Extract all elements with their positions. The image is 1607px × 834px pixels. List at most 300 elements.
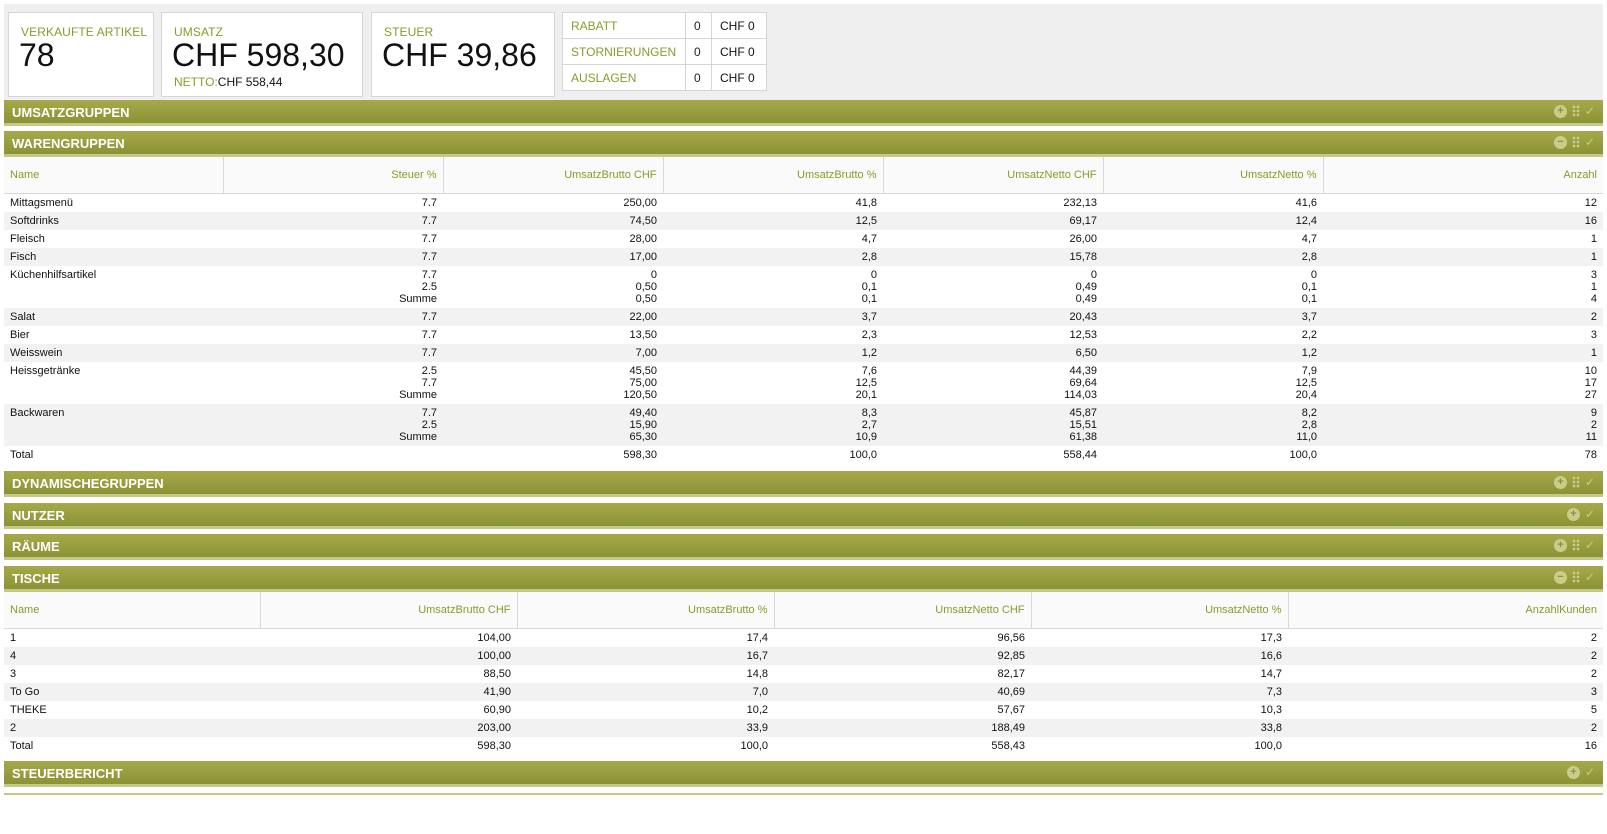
table-cell: [663, 248, 883, 266]
table-cell: [223, 248, 443, 266]
column-header-line: Anzahl: [1563, 168, 1597, 181]
stat-label: STEUER: [384, 25, 434, 39]
cell-value: 3: [1590, 328, 1597, 341]
table-cell: [1323, 212, 1603, 230]
table-cell: [223, 362, 443, 404]
stat-netto: [174, 75, 282, 89]
table-cell: [517, 647, 774, 665]
check-icon[interactable]: ✓: [1584, 475, 1595, 489]
table-cell: [443, 230, 663, 248]
cell-value: 4: [10, 649, 17, 662]
table-cell: [1323, 248, 1603, 266]
table-cell: [1288, 683, 1603, 701]
cell-value: 2,8: [861, 250, 877, 263]
drag-handle-icon[interactable]: [1572, 539, 1580, 551]
table-cell: [1323, 326, 1603, 344]
table-row: [4, 404, 1603, 446]
table-cell: [223, 446, 443, 464]
cell-value: 10,9: [855, 430, 877, 443]
cell-value: 2: [1590, 631, 1597, 644]
mini-amount: CHF 0: [712, 13, 767, 39]
tische-table: [4, 592, 1603, 755]
table-row: [4, 230, 1603, 248]
cell-value: 6,50: [1075, 346, 1097, 359]
table-cell: [517, 683, 774, 701]
table-cell: [1103, 404, 1323, 446]
cell-value: 14,7: [1260, 667, 1282, 680]
table-cell: [663, 230, 883, 248]
table-cell: [443, 446, 663, 464]
table-row: [4, 647, 1603, 665]
cell-value: Fleisch: [10, 232, 45, 245]
cell-value: 57,67: [997, 703, 1025, 716]
row-name-cell: [4, 404, 223, 446]
table-cell: [663, 308, 883, 326]
table-cell: [1031, 647, 1288, 665]
table-cell: [443, 248, 663, 266]
cell-value: 11,0: [1296, 430, 1317, 443]
collapse-icon[interactable]: −: [1554, 571, 1567, 584]
table-cell: [883, 248, 1103, 266]
table-cell: [663, 212, 883, 230]
stat-verkaufte-artikel: [8, 12, 154, 97]
cell-value: 114,03: [1064, 388, 1097, 401]
column-header-line: Anzahl: [1525, 603, 1560, 616]
mini-row-auslagen: [563, 65, 767, 91]
cell-value: 2: [1590, 310, 1597, 323]
table-cell: [223, 266, 443, 308]
table-cell: [260, 628, 517, 647]
cell-value: Softdrinks: [10, 214, 59, 227]
add-icon[interactable]: +: [1554, 539, 1567, 552]
mini-count: 0: [686, 13, 712, 39]
cell-value: 1: [1590, 232, 1597, 245]
table-cell: [223, 326, 443, 344]
column-header-line: Umsatz: [1205, 603, 1243, 616]
cell-value: 120,50: [623, 388, 657, 401]
cell-value: 45,50: [629, 364, 657, 377]
column-header-line: Umsatz: [1240, 168, 1278, 181]
cell-value: 0: [1090, 268, 1097, 281]
cell-value: 12,5: [855, 214, 877, 227]
cell-value: 15,90: [629, 418, 657, 431]
table-cell: [260, 683, 517, 701]
cell-value: Küchenhilfsartikel: [10, 268, 97, 281]
table-cell: [774, 737, 1031, 755]
cell-value: 12: [1584, 196, 1597, 209]
cell-value: 100,0: [1254, 739, 1282, 752]
table-cell: [223, 344, 443, 362]
column-header[interactable]: [443, 157, 663, 193]
column-header[interactable]: [223, 157, 443, 193]
check-icon[interactable]: ✓: [1584, 570, 1595, 584]
cell-value: 41,6: [1295, 196, 1317, 209]
table-cell: [883, 446, 1103, 464]
divider: [4, 793, 1603, 795]
cell-value: 7.7: [421, 346, 437, 359]
mini-amount: CHF 0: [712, 39, 767, 65]
cell-value: 598,30: [477, 739, 511, 752]
cell-value: Total: [10, 448, 34, 461]
cell-value: Backwaren: [10, 406, 65, 419]
cell-value: 1,2: [1301, 346, 1317, 359]
table-cell: [1323, 362, 1603, 404]
collapse-icon[interactable]: −: [1554, 136, 1567, 149]
drag-handle-icon[interactable]: [1572, 476, 1580, 488]
section-dynamischegruppen[interactable]: [4, 471, 1603, 497]
section-umsatzgruppen[interactable]: [4, 100, 1603, 126]
cell-value: 26,00: [1069, 232, 1097, 245]
table-cell: [517, 701, 774, 719]
cell-value: 33,9: [746, 721, 768, 734]
column-header[interactable]: [4, 157, 223, 193]
row-name-cell: [4, 719, 260, 737]
row-name-cell: [4, 683, 260, 701]
cell-value: 2: [1590, 649, 1597, 662]
cell-value: 1: [1590, 250, 1597, 263]
table-cell: [1031, 737, 1288, 755]
cell-value: 0,1: [861, 280, 877, 293]
column-header-line: Umsatz: [797, 168, 835, 181]
cell-value: 7,3: [1266, 685, 1282, 698]
cell-value: Summe: [399, 430, 437, 443]
cell-value: 10,2: [746, 703, 768, 716]
column-header-line: Umsatz: [564, 168, 602, 181]
cell-value: 2: [1590, 667, 1597, 680]
cell-value: 8,2: [1301, 406, 1317, 419]
column-header[interactable]: [663, 157, 883, 193]
cell-value: 82,17: [997, 667, 1025, 680]
column-header-line: Umsatz: [688, 603, 726, 616]
check-icon[interactable]: ✓: [1584, 765, 1595, 779]
table-cell: [260, 701, 517, 719]
table-cell: [260, 665, 517, 683]
table-cell: [663, 266, 883, 308]
cell-value: 0: [870, 268, 877, 281]
cell-value: 41,8: [855, 196, 877, 209]
cell-value: 11: [1585, 430, 1597, 443]
cell-value: 69,64: [1069, 376, 1097, 389]
mini-label: AUSLAGEN: [563, 65, 686, 91]
cell-value: 2.5: [421, 364, 437, 377]
row-name-cell: [4, 701, 260, 719]
column-header[interactable]: [4, 592, 260, 628]
stat-steuer: [371, 12, 555, 97]
cell-value: 10,3: [1260, 703, 1282, 716]
cell-value: 7.7: [421, 376, 437, 389]
cell-value: 232,13: [1063, 196, 1097, 209]
cell-value: THEKE: [10, 703, 47, 716]
table-cell: [1103, 326, 1323, 344]
cell-value: 15,78: [1069, 250, 1097, 263]
table-cell: [1323, 266, 1603, 308]
table-cell: [663, 362, 883, 404]
table-cell: [1288, 647, 1603, 665]
cell-value: Fisch: [10, 250, 37, 263]
cell-value: 2.5: [421, 280, 437, 293]
cell-value: 4: [1590, 292, 1597, 305]
table-row: [4, 446, 1603, 464]
drag-handle-icon[interactable]: [1572, 571, 1580, 583]
table-row: [4, 737, 1603, 755]
cell-value: 44,39: [1069, 364, 1097, 377]
table-cell: [443, 266, 663, 308]
table-cell: [1288, 665, 1603, 683]
table-cell: [1323, 230, 1603, 248]
cell-value: 7.7: [421, 310, 437, 323]
column-header[interactable]: [774, 592, 1031, 628]
cell-value: 12,5: [1295, 376, 1317, 389]
cell-value: 96,56: [997, 631, 1025, 644]
cell-value: 3: [1590, 268, 1597, 281]
add-icon[interactable]: +: [1567, 508, 1580, 521]
table-row: [4, 344, 1603, 362]
table-cell: [774, 683, 1031, 701]
table-cell: [774, 647, 1031, 665]
mini-amount: CHF 0: [712, 65, 767, 91]
cell-value: 100,00: [477, 649, 511, 662]
row-name-cell: [4, 266, 223, 308]
netto-label: NETTO:: [174, 75, 218, 89]
cell-value: 3,7: [1301, 310, 1317, 323]
cell-value: 12,5: [855, 376, 877, 389]
cell-value: Mittagsmenü: [10, 196, 73, 209]
cell-value: 17: [1584, 376, 1597, 389]
row-name-cell: [4, 665, 260, 683]
cell-value: 2,8: [1301, 250, 1317, 263]
column-header-line: Netto %: [1277, 168, 1317, 181]
section-tische[interactable]: [4, 566, 1603, 592]
column-header-line: Umsatz: [935, 603, 973, 616]
column-header[interactable]: [1103, 157, 1323, 193]
table-cell: [1288, 701, 1603, 719]
table-cell: [883, 193, 1103, 212]
table-row: [4, 308, 1603, 326]
cell-value: 1: [1590, 346, 1597, 359]
cell-value: Summe: [399, 292, 437, 305]
stat-label: VERKAUFTE ARTIKEL: [21, 25, 148, 39]
table-cell: [443, 404, 663, 446]
cell-value: 41,90: [483, 685, 511, 698]
cell-value: 7.7: [421, 406, 437, 419]
cell-value: 0,50: [635, 280, 657, 293]
table-cell: [223, 212, 443, 230]
drag-handle-icon[interactable]: [1572, 105, 1580, 117]
column-header-line: Brutto %: [834, 168, 877, 181]
column-header-line: Netto CHF: [1044, 168, 1097, 181]
section-raeume[interactable]: [4, 534, 1603, 560]
table-row: [4, 266, 1603, 308]
table-cell: [1103, 344, 1323, 362]
mini-count: 0: [686, 65, 712, 91]
warengruppen-table: [4, 157, 1603, 464]
column-header[interactable]: [1031, 592, 1288, 628]
cell-value: 100,0: [849, 448, 877, 461]
cell-value: 61,38: [1069, 430, 1097, 443]
cell-value: 12,53: [1069, 328, 1097, 341]
drag-handle-icon[interactable]: [1572, 136, 1580, 148]
row-name-cell: [4, 230, 223, 248]
cell-value: 65,30: [629, 430, 657, 443]
cell-value: 10: [1584, 364, 1597, 377]
check-icon[interactable]: ✓: [1584, 507, 1595, 521]
row-name-cell: [4, 737, 260, 755]
cell-value: 2: [10, 721, 17, 734]
table-cell: [1323, 344, 1603, 362]
table-cell: [443, 344, 663, 362]
check-icon[interactable]: ✓: [1584, 538, 1595, 552]
check-icon[interactable]: ✓: [1584, 104, 1595, 118]
table-cell: [883, 230, 1103, 248]
table-cell: [1103, 446, 1323, 464]
cell-value: 250,00: [623, 196, 657, 209]
table-cell: [663, 193, 883, 212]
table-cell: [1288, 628, 1603, 647]
cell-value: 69,17: [1069, 214, 1097, 227]
table-cell: [1323, 193, 1603, 212]
column-header-line: Brutto CHF: [455, 603, 511, 616]
table-cell: [1323, 446, 1603, 464]
cell-value: 20,4: [1295, 388, 1317, 401]
cell-value: 20,43: [1069, 310, 1097, 323]
section-nutzer[interactable]: [4, 503, 1603, 529]
add-icon[interactable]: +: [1554, 105, 1567, 118]
row-name-cell: [4, 248, 223, 266]
cell-value: 7.7: [421, 232, 437, 245]
cell-value: 17,00: [629, 250, 657, 263]
table-cell: [517, 665, 774, 683]
section-warengruppen[interactable]: [4, 131, 1603, 157]
cell-value: 14,8: [746, 667, 768, 680]
cell-value: 7.7: [421, 268, 437, 281]
table-cell: [883, 404, 1103, 446]
add-icon[interactable]: +: [1567, 766, 1580, 779]
cell-value: 0,49: [1075, 292, 1097, 305]
column-header[interactable]: [883, 157, 1103, 193]
row-name-cell: [4, 308, 223, 326]
table-cell: [663, 404, 883, 446]
mini-row-stornierungen: [563, 39, 767, 65]
column-header-line: Netto %: [1242, 603, 1282, 616]
table-cell: [1031, 683, 1288, 701]
cell-value: 100,0: [1289, 448, 1317, 461]
cell-value: 598,30: [623, 448, 657, 461]
cell-value: 16: [1584, 214, 1597, 227]
table-row: [4, 719, 1603, 737]
mini-row-rabatt: [563, 13, 767, 39]
cell-value: 100,0: [740, 739, 768, 752]
column-header[interactable]: [1323, 157, 1603, 193]
cell-value: 4,7: [1301, 232, 1317, 245]
column-header-line: Name: [10, 168, 40, 181]
cell-value: 17,4: [746, 631, 768, 644]
table-cell: [517, 628, 774, 647]
column-header-line: Brutto CHF: [601, 168, 657, 181]
stat-label: UMSATZ: [174, 25, 224, 39]
row-name-cell: [4, 212, 223, 230]
cell-value: 104,00: [477, 631, 511, 644]
table-cell: [1031, 665, 1288, 683]
table-row: [4, 683, 1603, 701]
cell-value: 558,43: [991, 739, 1025, 752]
cell-value: 75,00: [629, 376, 657, 389]
cell-value: 7.7: [421, 214, 437, 227]
cell-value: 7,0: [752, 685, 768, 698]
cell-value: 3,7: [861, 310, 877, 323]
table-cell: [774, 628, 1031, 647]
cell-value: 1: [1590, 280, 1597, 293]
cell-value: 558,44: [1063, 448, 1097, 461]
cell-value: 1,2: [861, 346, 877, 359]
cell-value: 16: [1584, 739, 1597, 752]
row-name-cell: [4, 362, 223, 404]
section-title: UMSATZGRUPPEN: [12, 105, 130, 120]
table-cell: [1103, 193, 1323, 212]
table-row: [4, 665, 1603, 683]
table-cell: [443, 212, 663, 230]
cell-value: 7,6: [861, 364, 877, 377]
cell-value: Salat: [10, 310, 36, 323]
table-row: [4, 326, 1603, 344]
cell-value: 27: [1584, 388, 1597, 401]
table-cell: [443, 308, 663, 326]
cell-value: 9: [1590, 406, 1597, 419]
summary-mini-table: [562, 12, 767, 91]
section-title: NUTZER: [12, 508, 65, 523]
table-cell: [443, 193, 663, 212]
section-title: RÄUME: [12, 539, 60, 554]
row-name-cell: [4, 344, 223, 362]
cell-value: 49,40: [629, 406, 657, 419]
cell-value: 0,1: [1301, 280, 1317, 293]
add-icon[interactable]: +: [1554, 476, 1567, 489]
section-title: TISCHE: [12, 571, 60, 586]
row-name-cell: [4, 193, 223, 212]
column-header[interactable]: [260, 592, 517, 628]
cell-value: 7.7: [421, 196, 437, 209]
row-name-cell: [4, 446, 223, 464]
cell-value: 16,7: [746, 649, 768, 662]
cell-value: 2: [1590, 721, 1597, 734]
column-header-line: Netto CHF: [972, 603, 1025, 616]
cell-value: 45,87: [1069, 406, 1097, 419]
row-name-cell: [4, 628, 260, 647]
stat-value: CHF 39,86: [382, 37, 537, 73]
cell-value: Total: [10, 739, 34, 752]
table-cell: [663, 326, 883, 344]
mini-count: 0: [686, 39, 712, 65]
cell-value: 20,1: [855, 388, 877, 401]
row-name-cell: [4, 647, 260, 665]
table-row: [4, 701, 1603, 719]
table-cell: [774, 665, 1031, 683]
cell-value: Weisswein: [10, 346, 63, 359]
cell-value: 15,51: [1069, 418, 1097, 431]
check-icon[interactable]: ✓: [1584, 135, 1595, 149]
table-cell: [1288, 719, 1603, 737]
cell-value: 12,4: [1295, 214, 1317, 227]
cell-value: 5: [1590, 703, 1597, 716]
cell-value: 8,3: [861, 406, 877, 419]
table-cell: [883, 308, 1103, 326]
table-cell: [443, 362, 663, 404]
table-row: [4, 193, 1603, 212]
column-header[interactable]: [1288, 592, 1603, 628]
column-header[interactable]: [517, 592, 774, 628]
section-steuerbericht[interactable]: [4, 761, 1603, 787]
cell-value: 17,3: [1260, 631, 1282, 644]
cell-value: 2,3: [861, 328, 877, 341]
